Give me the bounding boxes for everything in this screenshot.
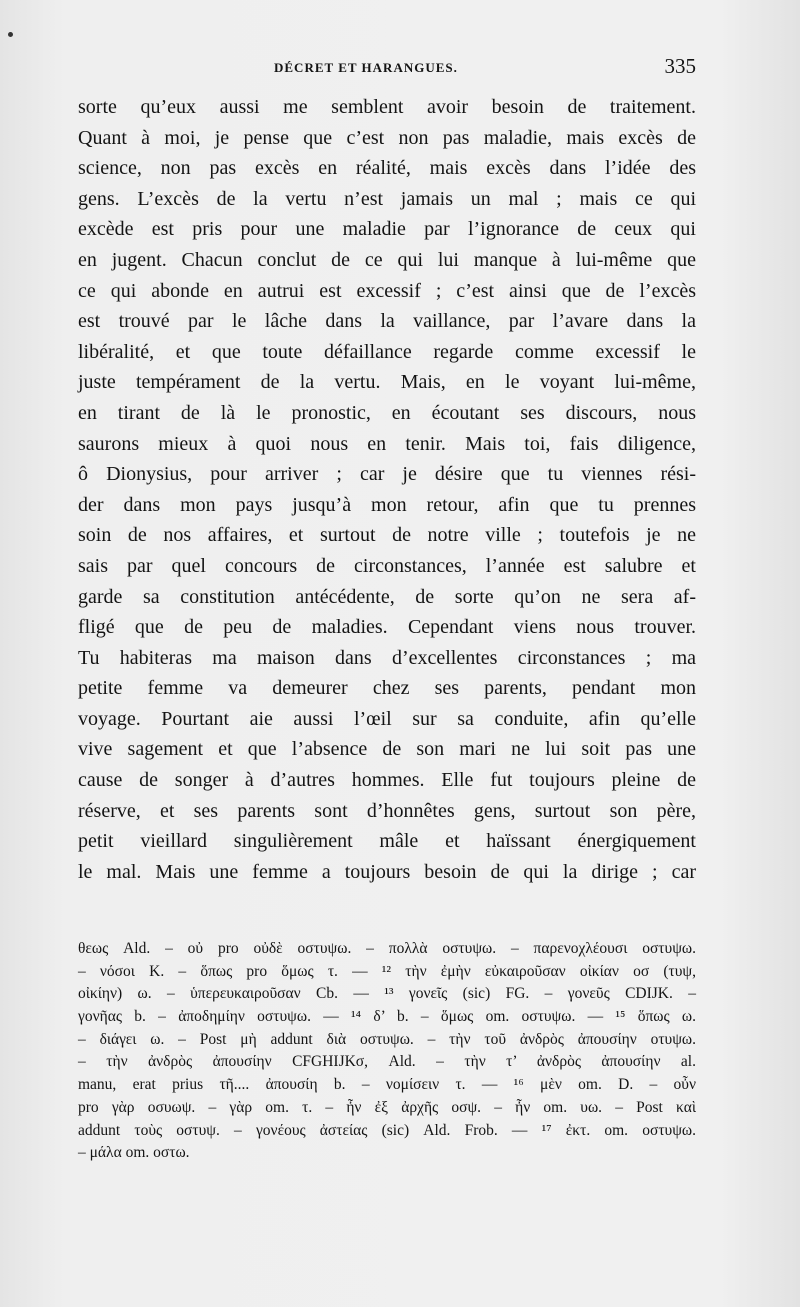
body-line: saurons mieux à quoi nous en tenir. Mais toi, fais diligence, <box>78 432 696 455</box>
footnote-line: – νόσοι K. – ὅπως pro ὅμως τ. — ¹² τὴν ἐμὴν εὐκαιροῦσαν οἰκίαν οσ (τυψ, <box>78 962 696 980</box>
footnote-line: – διάγει ω. – Post μὴ addunt διὰ οστυψω. – τὴν τοῦ ἀνδρὸς ἀπουσίην οτυψω. <box>78 1030 696 1048</box>
body-line: gens. L’excès de la vertu n’est jamais un mal ; mais ce qui <box>78 187 696 210</box>
running-head <box>78 54 696 82</box>
body-line: voyage. Pourtant aie aussi l’œil sur sa conduite, afin qu’elle <box>78 707 696 730</box>
footnote-line: addunt τοὺς οστυψ. – γονέους ἀστείας (sic) Ald. Frob. — ¹⁷ ἐκτ. om. οστυψω. <box>78 1121 696 1139</box>
body-line: petite femme va demeurer chez ses parents, pendant mon <box>78 677 696 700</box>
body-line: der dans mon pays jusqu’à mon retour, afin que tu prennes <box>78 493 696 516</box>
body-line: le mal. Mais une femme a toujours besoin de qui la dirige ; car <box>78 860 696 883</box>
footnote-line: manu, erat prius τῆ.... ἀπουσίη b. – νομίσειν τ. — ¹⁶ μὲν om. D. – οὖν <box>78 1076 696 1094</box>
page-number: 335 <box>664 54 696 78</box>
footnote-line: – μάλα om. οστω. <box>78 1144 190 1162</box>
body-line: science, non pas excès en réalité, mais excès dans l’idée des <box>78 157 696 180</box>
footnote-line: γονῆας b. – ἀποδημίην οστυψω. — ¹⁴ δ’ b. – ὅμως om. οστυψω. — ¹⁵ ὅπως ω. <box>78 1008 696 1026</box>
body-line: en jugent. Chacun conclut de ce qui lui manque à lui-même que <box>78 248 696 271</box>
body-line: sorte qu’eux aussi me semblent avoir besoin de traitement. <box>78 96 696 118</box>
body-line: garde sa constitution antécédente, de sorte qu’on ne sera af- <box>78 585 696 608</box>
ink-speck <box>8 32 13 37</box>
body-line: soin de nos affaires, et surtout de notre ville ; toutefois je ne <box>78 524 696 547</box>
body-line: petit vieillard singulièrement mâle et haïssant énergiquement <box>78 830 696 853</box>
body-text <box>78 92 696 887</box>
body-line: libéralité, et que toute défaillance regarde comme excessif le <box>78 340 696 363</box>
body-line: est trouvé par le lâche dans la vaillance, par l’avare dans la <box>78 310 696 333</box>
body-line: sais par quel concours de circonstances, l’année est salubre et <box>78 554 696 577</box>
body-line: ô Dionysius, pour arriver ; car je désire que tu viennes rési- <box>78 463 696 486</box>
body-line: cause de songer à d’autres hommes. Elle fut toujours pleine de <box>78 769 696 792</box>
body-line: juste tempérament de la vertu. Mais, en le voyant lui-même, <box>78 371 696 394</box>
footnote-line: οἰκίην) ω. – ὑπερευκαιροῦσαν Cb. — ¹³ γονεῖς (sic) FG. – γονεῦς CDIJK. – <box>78 985 696 1003</box>
body-line: en tirant de là le pronostic, en écoutant ses discours, nous <box>78 401 696 424</box>
body-line: fligé que de peu de maladies. Cependant viens nous trouver. <box>78 616 696 639</box>
body-line: excède est pris pour une maladie par l’ignorance de ceux qui <box>78 218 696 241</box>
footnote-line: θεως Ald. – οὐ pro οὐδὲ οστυψω. – πολλὰ οστυψω. – παρενοχλέουσι οστυψω. <box>78 940 696 957</box>
running-title: DÉCRET ET HARANGUES. <box>274 60 458 75</box>
body-line: vive sagement et que l’absence de son mari ne lui soit pas une <box>78 738 696 761</box>
footnote-line: – τὴν ἀνδρὸς ἀπουσίην CFGHIJKσ, Ald. – τὴν τ’ ἀνδρὸς ἀπουσίην al. <box>78 1053 696 1071</box>
body-line: réserve, et ses parents sont d’honnêtes gens, surtout son père, <box>78 799 696 822</box>
body-line: ce qui abonde en autrui est excessif ; c’est ainsi que de l’excès <box>78 279 696 302</box>
body-line: Tu habiteras ma maison dans d’excellentes circonstances ; ma <box>78 646 696 669</box>
footnotes <box>78 938 696 1165</box>
body-line: Quant à moi, je pense que c’est non pas maladie, mais excès de <box>78 126 696 149</box>
footnote-line: pro γὰρ οσυωψ. – γὰρ om. τ. – ἦν ἐξ ἀρχῆς οσψ. – ἦν om. υω. – Post καὶ <box>78 1098 696 1116</box>
